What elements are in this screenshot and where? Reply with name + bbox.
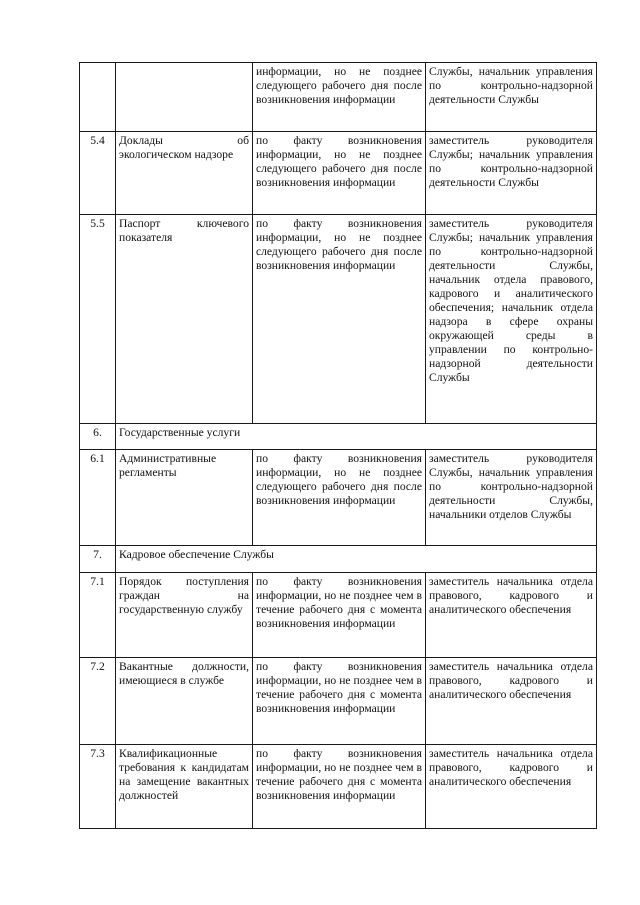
table-row [80, 215, 597, 424]
row-number: 7.1 [80, 573, 116, 658]
row-name: Паспорт ключевого показателя [116, 215, 253, 424]
row-responsible: заместитель руководителя Службы, начальник управления по контрольно-надзорной деятельности Службы, начальники отделов Службы [426, 450, 597, 546]
row-responsible: заместитель начальника отдела правового, кадрового и аналитического обеспечения [426, 658, 597, 745]
section-number: 6. [80, 424, 116, 450]
table-row [80, 658, 597, 745]
row-name: Порядок поступления граждан на государственную службу [116, 573, 253, 658]
row-responsible: заместитель руководителя Службы; начальник управления по контрольно-надзорной деятельности Службы [426, 132, 597, 215]
table-row [80, 132, 597, 215]
row-number: 7.2 [80, 658, 116, 745]
row-number: 6.1 [80, 450, 116, 546]
section-row [80, 424, 597, 450]
row-term: по факту возникновения информации, но не позднее чем в течение рабочего дня с момента возникновения информации [253, 745, 426, 829]
row-term: по факту возникновения информации, но не позднее следующего рабочего дня после возникновения информации [253, 215, 426, 424]
row-number: 5.4 [80, 132, 116, 215]
row-number: 7.3 [80, 745, 116, 829]
section-title: Кадровое обеспечение Службы [116, 546, 597, 573]
table-row [80, 745, 597, 829]
row-term: по факту возникновения информации, но не позднее чем в течение рабочего дня с момента возникновения информации [253, 573, 426, 658]
row-responsible: Службы, начальник управления по контрольно-надзорной деятельности Службы [426, 63, 597, 132]
row-responsible: заместитель начальника отдела правового, кадрового и аналитического обеспечения [426, 573, 597, 658]
row-number [80, 63, 116, 132]
section-title: Государственные услуги [116, 424, 597, 450]
row-term: по факту возникновения информации, но не позднее чем в течение рабочего дня с момента возникновения информации [253, 658, 426, 745]
row-responsible: заместитель руководителя Службы; начальник управления по контрольно-надзорной деятельности Службы, начальник отдела правового, кадрового и аналитического обеспечения; начальник отдела надзора в сфере охраны окружающей среды в управлении по контрольно-надзорной деятельности Службы [426, 215, 597, 424]
row-name: Административные регламенты [116, 450, 253, 546]
row-term: информации, но не позднее следующего рабочего дня после возникновения информации [253, 63, 426, 132]
row-term: по факту возникновения информации, но не позднее следующего рабочего дня после возникновения информации [253, 132, 426, 215]
table-row [80, 63, 597, 132]
row-responsible: заместитель начальника отдела правового, кадрового и аналитического обеспечения [426, 745, 597, 829]
information-table [79, 62, 597, 829]
row-name: Доклады об экологическом надзоре [116, 132, 253, 215]
section-number: 7. [80, 546, 116, 573]
row-name [116, 63, 253, 132]
row-name: Вакантные должности, имеющиеся в службе [116, 658, 253, 745]
section-row [80, 546, 597, 573]
row-number: 5.5 [80, 215, 116, 424]
table-row [80, 573, 597, 658]
table-row [80, 450, 597, 546]
row-name: Квалификационные требования к кандидатам на замещение вакантных должностей [116, 745, 253, 829]
row-term: по факту возникновения информации, но не позднее следующего рабочего дня после возникновения информации [253, 450, 426, 546]
